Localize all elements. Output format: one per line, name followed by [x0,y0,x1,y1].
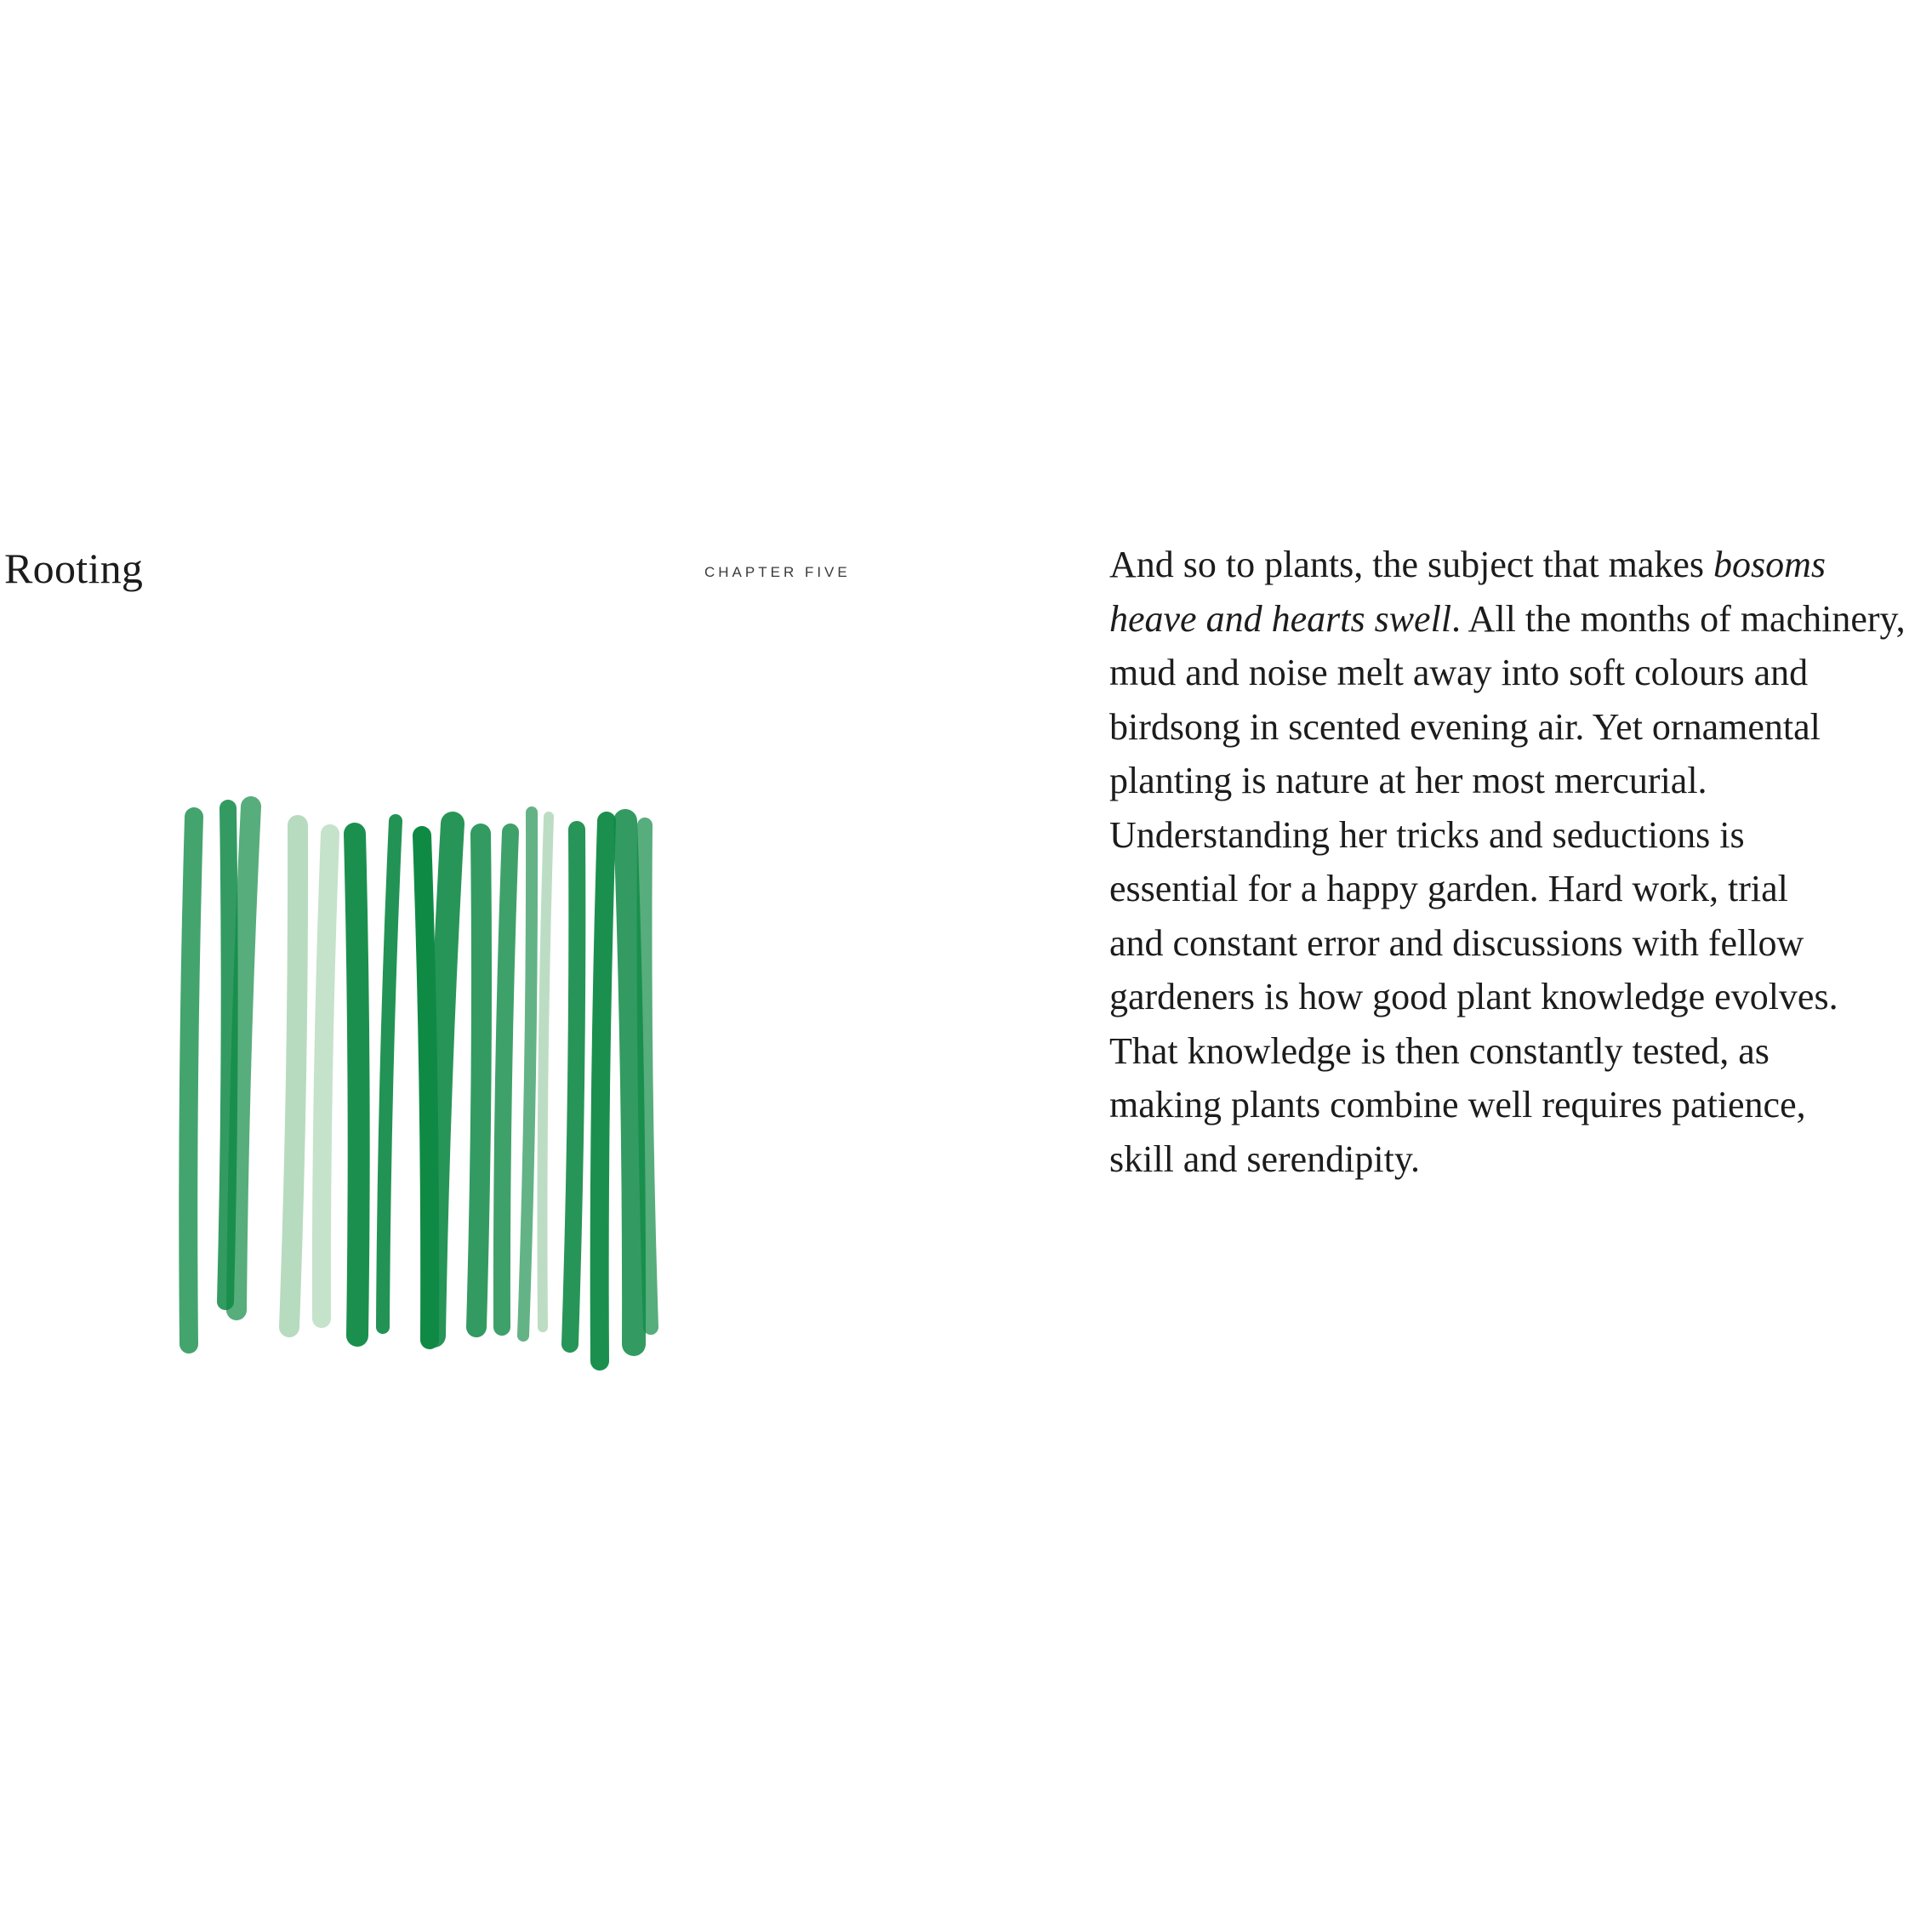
brushstroke [476,834,482,1327]
text-run: skill and serendipity. [1109,1137,1420,1180]
paragraph-line [1109,808,1926,863]
text-run: making plants combine well requires patience, [1109,1084,1806,1126]
text-run: birdsong in scented evening air. Yet ornamental [1109,705,1821,748]
brushstroke [600,821,607,1361]
brushstroke [570,829,577,1344]
brushstroke [355,834,359,1336]
paragraph-line [1109,1132,1926,1187]
paragraph-line [1109,592,1926,647]
brushstroke [523,812,532,1336]
chapter-title: Rooting [4,544,144,592]
chapter-intro-paragraph [1109,538,1926,1186]
brushstroke [542,817,549,1327]
text-run: planting is nature at her most mercurial. [1109,760,1707,801]
text-run: and constant error and discussions with fellow [1109,921,1804,964]
paragraph-line [1109,754,1926,808]
paragraph-line [1109,538,1926,592]
brushstroke [434,824,453,1336]
brushstroke [644,825,651,1327]
text-run: That knowledge is then constantly tested, as [1109,1029,1770,1072]
paragraph-line [1109,970,1926,1024]
chapter-number-label: CHAPTER FIVE [704,564,851,580]
brushstroke [502,832,510,1327]
italic-text: bosoms [1713,544,1827,585]
paragraph-line [1109,700,1926,755]
brushstroke [188,817,194,1344]
text-run: And so to plants, the subject that makes [1109,544,1713,585]
italic-text: heave and hearts swell [1109,597,1452,640]
brushstrokes-icon [136,783,681,1378]
brushstroke [383,821,396,1327]
text-run: mud and noise melt away into soft colours and [1109,652,1809,693]
paragraph-line [1109,1078,1926,1132]
paragraph-line [1109,862,1926,916]
brushstroke [322,834,330,1319]
brushstroke [237,806,251,1310]
paragraph-line [1109,646,1926,700]
paragraph-line [1109,1024,1926,1079]
text-run: gardeners is how good plant knowledge evolves. [1109,976,1838,1017]
green-brushstrokes-illustration [136,783,681,1378]
paragraph-line [1109,916,1926,971]
brushstroke [289,825,298,1327]
brushstroke [625,821,634,1344]
text-run: Understanding her tricks and seductions is [1109,813,1745,856]
text-run: . All the months of machinery, [1451,597,1906,640]
text-run: essential for a happy garden. Hard work, trial [1109,868,1788,909]
